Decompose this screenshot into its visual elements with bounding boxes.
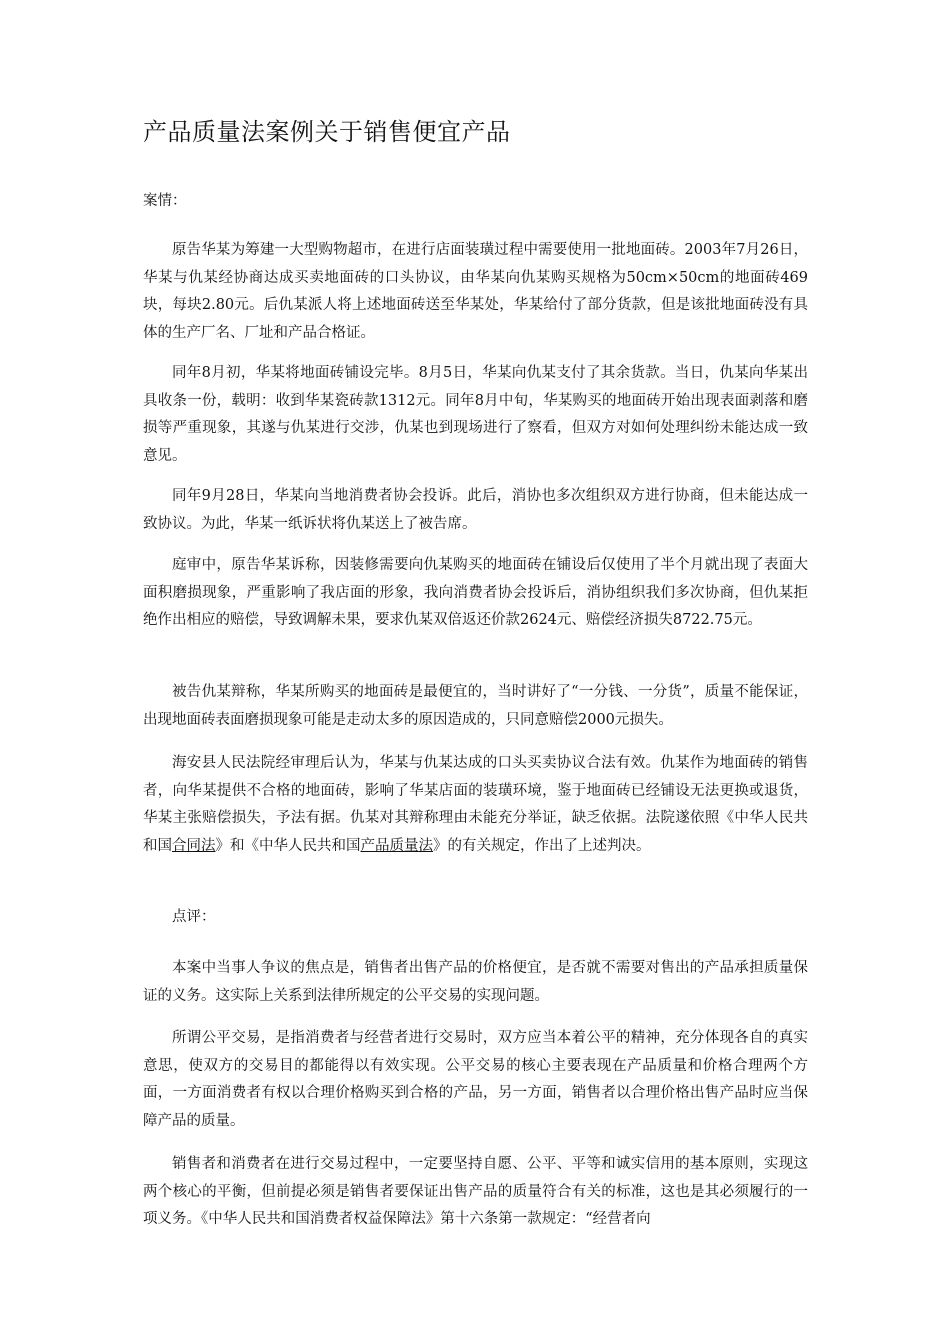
paragraph-6-text-b: 》和《中华人民共和国 xyxy=(215,837,361,854)
paragraph-6 xyxy=(143,750,808,860)
document-title: 产品质量法案例关于销售便宜产品 xyxy=(143,118,511,146)
paragraph-1: 原告华某为筹建一大型购物超市，在进行店面装璜过程中需要使用一批地面砖。2003年7月26日，华某与仇某经协商达成买卖地面砖的口头协议，由华某向仇某购买规格为50cm×50cm的地面砖469块，每块2.80元。后仇某派人将上述地面砖送至华某处，华某给付了部分货款，但是该批地面砖没有具体的生产厂名、厂址和产品合格证。 xyxy=(143,242,808,341)
paragraph-3: 同年9月28日，华某向当地消费者协会投诉。此后，消协也多次组织双方进行协商，但未能达成一致协议。为此，华某一纸诉状将仇某送上了被告席。 xyxy=(143,488,808,532)
paragraph-8: 所谓公平交易，是指消费者与经营者进行交易时，双方应当本着公平的精神，充分体现各自的真实意思，使双方的交易目的都能得以有效实现。公平交易的核心主要表现在产品质量和价格合理两个方面，一方面消费者有权以合理价格购买到合格的产品，另一方面，销售者以合理价格出售产品时应当保障产品的质量。 xyxy=(143,1030,808,1129)
paragraph-2: 同年8月初，华某将地面砖铺设完毕。8月5日，华某向仇某支付了其余货款。当日，仇某向华某出具收条一份，载明：收到华某瓷砖款1312元。同年8月中旬，华某购买的地面砖开始出现表面剥落和磨损等严重现象，其遂与仇某进行交涉，仇某也到现场进行了察看，但双方对如何处理纠纷未能达成一致意见。 xyxy=(143,365,808,464)
paragraph-6-text-a: 海安县人民法院经审理后认为，华某与仇某达成的口头买卖协议合法有效。仇某作为地面砖的销售者，向华某提供不合格的地面砖，影响了华某店面的装璜环境，鉴于地面砖已经铺设无法更换或退货，华某主张赔偿损失，予法有据。仇某对其辩称理由未能充分举证，缺乏依据。法院遂依照《中华人民共和国 xyxy=(143,755,808,854)
paragraph-6-text-c: 》的有关规定，作出了上述判决。 xyxy=(433,837,651,854)
comment-heading: 点评： xyxy=(172,909,216,925)
paragraph-4: 庭审中，原告华某诉称，因装修需要向仇某购买的地面砖在铺设后仅使用了半个月就出现了表面大面积磨损现象，严重影响了我店面的形象，我向消费者协会投诉后，消协组织我们多次协商，但仇某拒绝作出相应的赔偿，导致调解未果，要求仇某双倍返还价款2624元、赔偿经济损失8722.75元。 xyxy=(143,557,808,629)
contract-law-link[interactable]: 合同法 xyxy=(172,837,216,854)
paragraph-7: 本案中当事人争议的焦点是，销售者出售产品的价格便宜，是否就不需要对售出的产品承担质量保证的义务。这实际上关系到法律所规定的公平交易的实现问题。 xyxy=(143,960,808,1004)
product-quality-law-link[interactable]: 产品质量法 xyxy=(360,837,433,854)
paragraph-5: 被告仇某辩称，华某所购买的地面砖是最便宜的，当时讲好了“一分钱、一分货”，质量不能保证，出现地面砖表面磨损现象可能是走动太多的原因造成的，只同意赔偿2000元损失。 xyxy=(143,684,808,728)
case-heading: 案情： xyxy=(143,193,187,209)
paragraph-9: 销售者和消费者在进行交易过程中，一定要坚持自愿、公平、平等和诚实信用的基本原则，实现这两个核心的平衡，但前提必须是销售者要保证出售产品的质量符合有关的标准，这也是其必须履行的一项义务。《中华人民共和国消费者权益保障法》第十六条第一款规定：“经营者向 xyxy=(143,1156,808,1228)
